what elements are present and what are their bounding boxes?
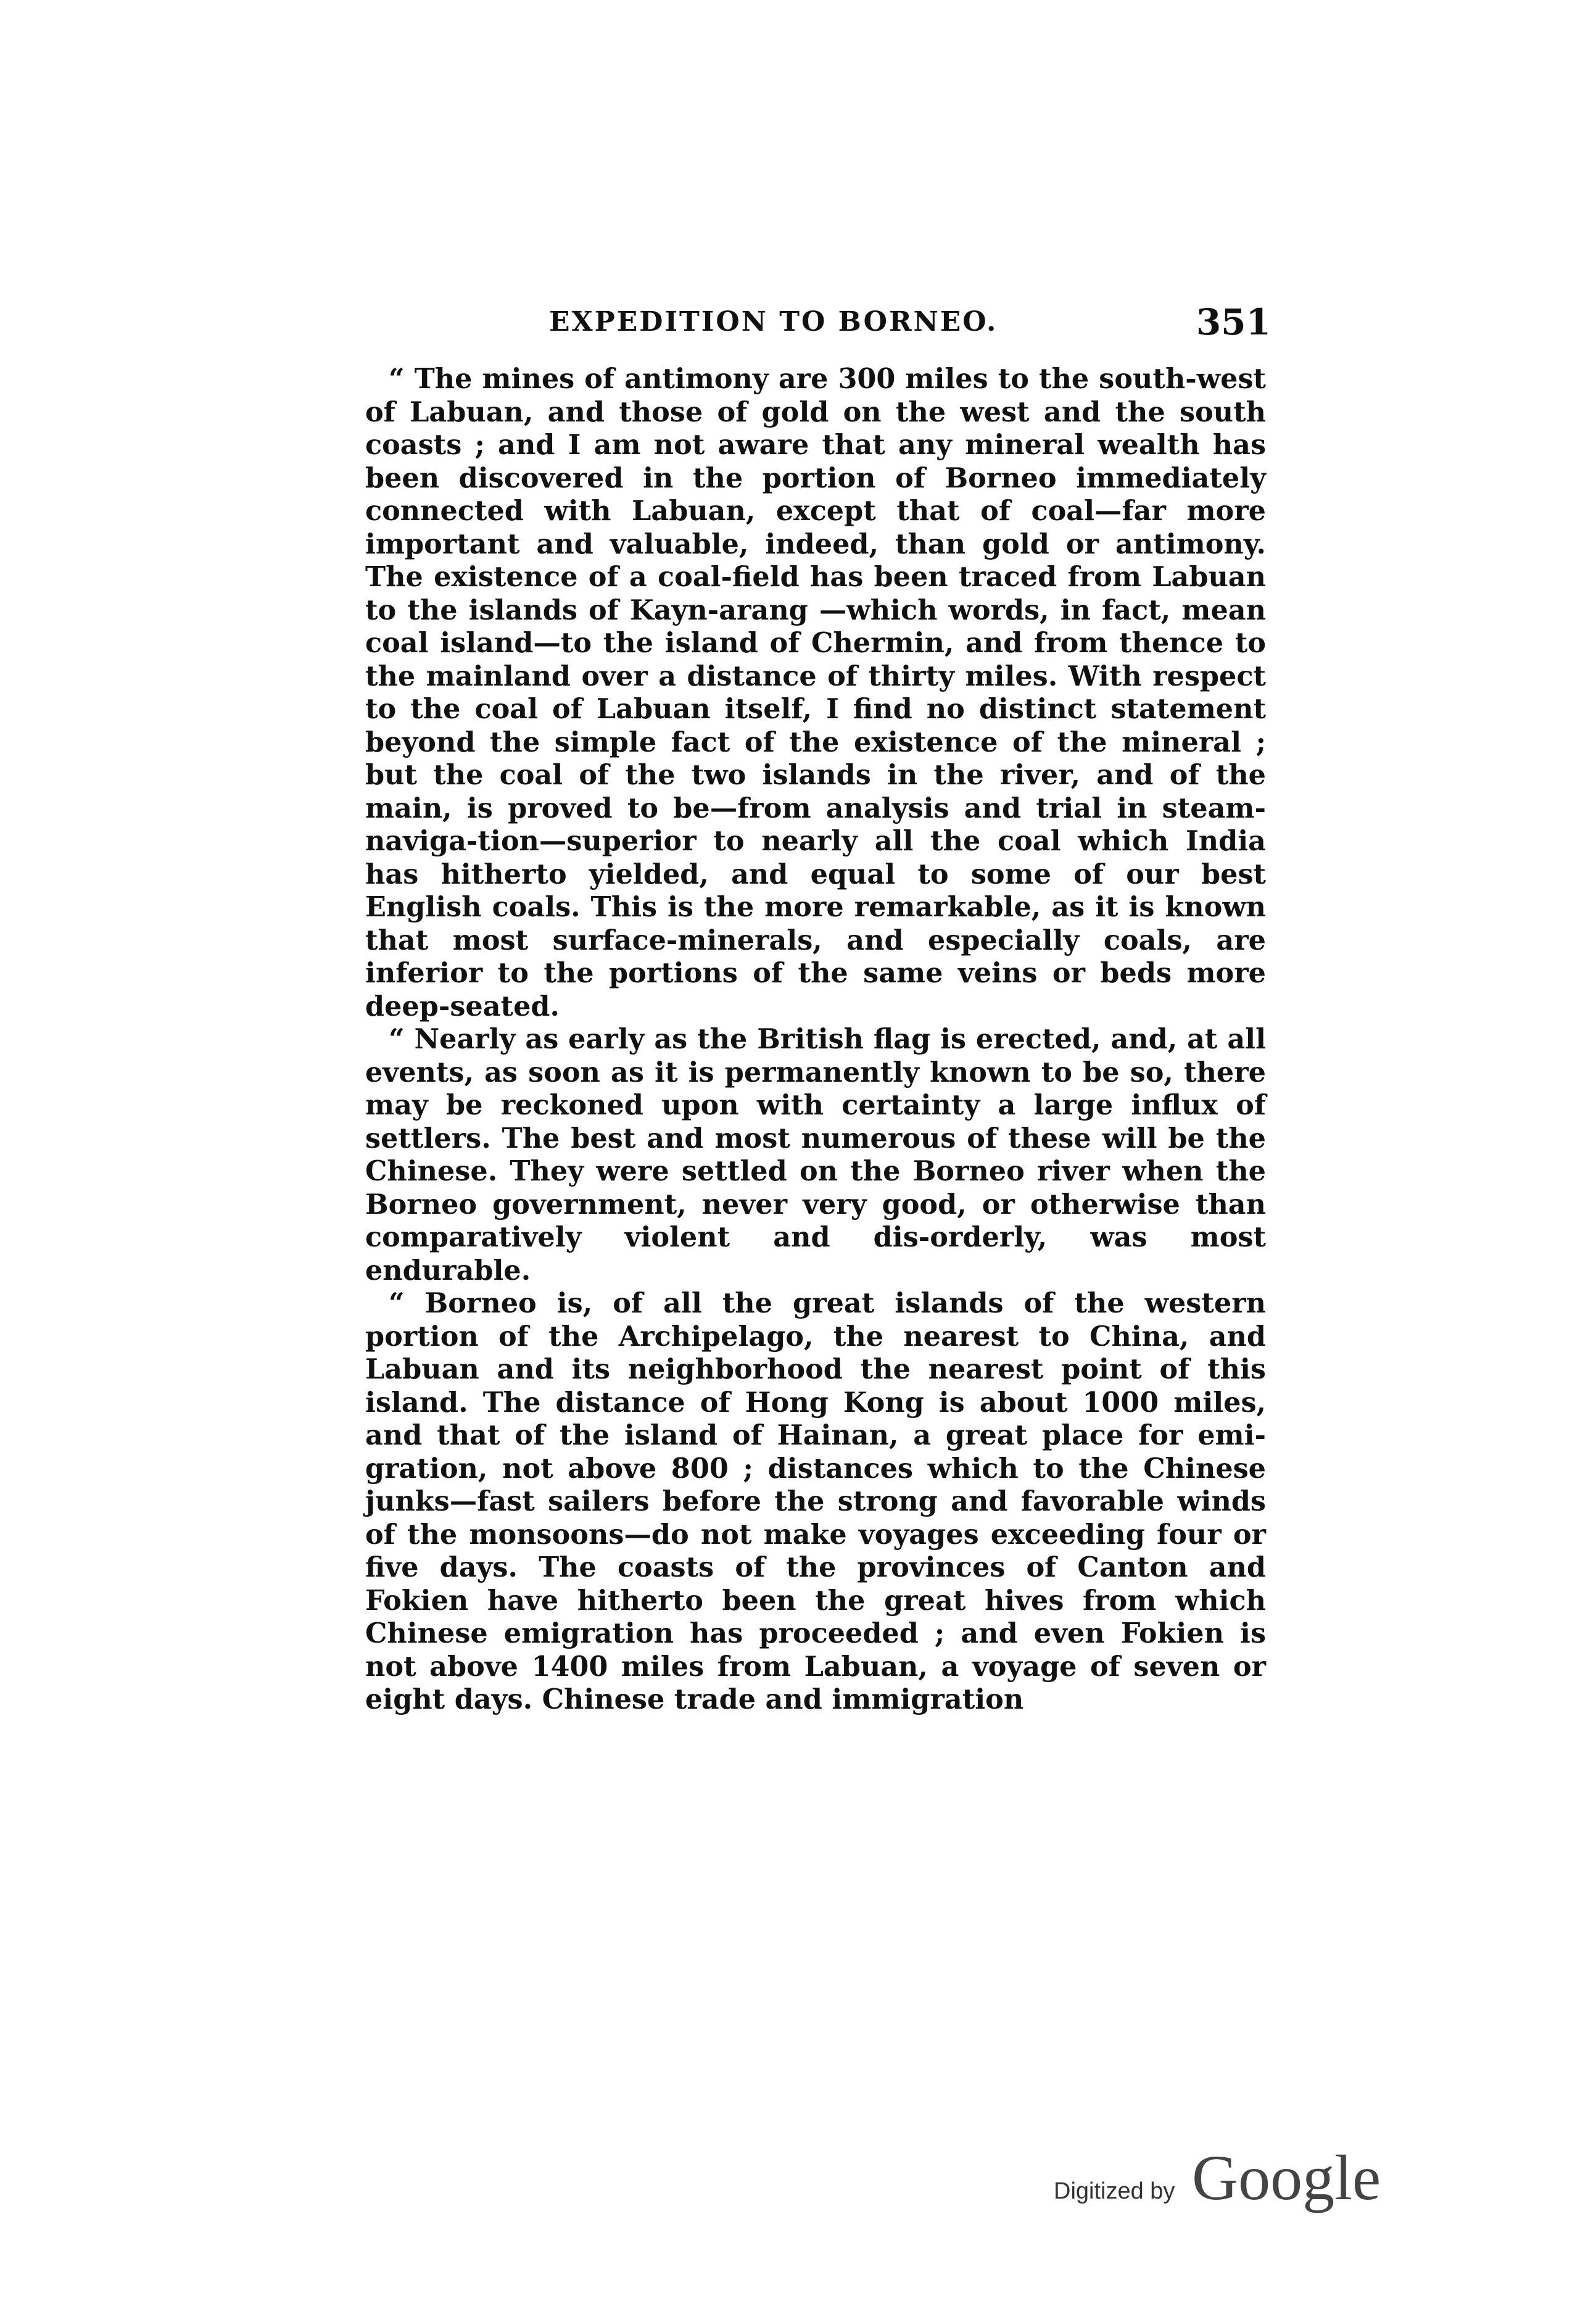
paragraph: “ Borneo is, of all the great islands of the western portion of the Archipelago, the nearest to China, and Labuan and its neighborhood the nearest point of this island. The distance of Hong Kong is about 1000 miles, and that of the island of Hainan, a great place for emi-gration, not above 800 ; distances which to the Chinese junks—fast sailers before the strong and favorable winds of the monsoons—do not make voyages exceeding four or five days. The coasts of the provinces of Canton and Fokien have hitherto been the great hives from which Chinese emigration has proceeded ; and even Fokien is not above 1400 miles from Labuan, a voyage of seven or eight days. Chinese trade and immigration (365, 1287, 1266, 1715)
watermark-prefix: Digitized by (1054, 2178, 1175, 2204)
paragraph: “ Nearly as early as the British flag is erected, and, at all events, as soon as it is permanently known to be so, there may be reckoned upon with certainty a large influx of settlers. The best and most numerous of these will be the Chinese. They were settled on the Borneo river when the Borneo government, never very good, or otherwise than comparatively violent and dis-orderly, was most endurable. (365, 1023, 1266, 1287)
running-title: EXPEDITION TO BORNEO. (549, 306, 998, 338)
google-logo: Google (1192, 2142, 1381, 2213)
digitization-watermark (1054, 2130, 1399, 2216)
body-text (365, 363, 1266, 1717)
paragraph: “ The mines of antimony are 300 miles to the south-west of Labuan, and those of gold on the west and the south coasts ; and I am not aware that any mineral wealth has been discovered in the portion of Borneo immediately connected with Labuan, except that of coal—far more important and valuable, indeed, than gold or antimony. The existence of a coal-field has been traced from Labuan to the islands of Kayn-arang —which words, in fact, mean coal island—to the island of Chermin, and from thence to the mainland over a distance of thirty miles. With respect to the coal of Labuan itself, I find no distinct statement beyond the simple fact of the existence of the mineral ; but the coal of the two islands in the river, and of the main, is proved to be—from analysis and trial in steam-naviga-tion—superior to nearly all the coal which India has hitherto yielded, and equal to some of our best English coals. This is the more remarkable, as it is known that most surface-minerals, and especially coals, are inferior to the portions of the same veins or beds more deep-seated. (365, 363, 1266, 1022)
page-number: 351 (1196, 301, 1271, 343)
running-head (364, 301, 1271, 344)
